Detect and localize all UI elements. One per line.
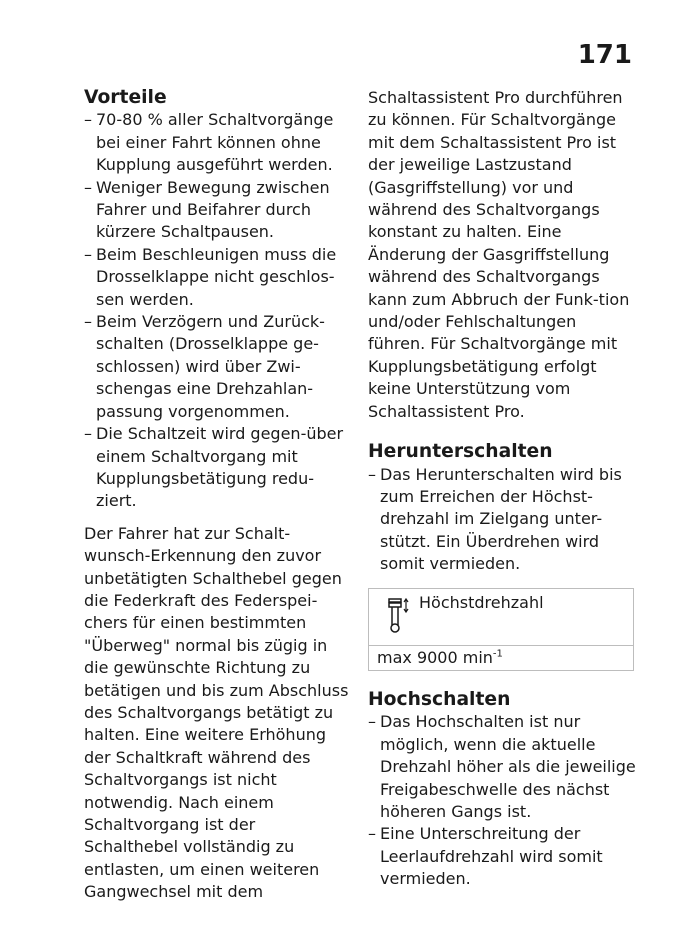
vorteile-heading: Vorteile	[84, 87, 167, 108]
hochschalten-list	[368, 711, 638, 890]
herunterschalten-section	[368, 441, 638, 575]
spec-value	[369, 646, 633, 670]
hochschalten-section	[368, 689, 638, 891]
right-column	[368, 87, 638, 891]
spec-value-number: max 9000 min	[377, 647, 493, 667]
herunterschalten-list	[368, 464, 638, 576]
left-column	[84, 87, 352, 904]
list-item: – Eine Unterschreitung der Leerlaufdrehzahl wird somit vermieden.	[368, 823, 638, 890]
list-item: – Das Herunterschalten wird bis zum Erreichen der Höchst-drehzahl im Zielgang unter-stützt. Ein Überdrehen wird somit vermieden.	[368, 464, 638, 576]
list-item: – Beim Beschleunigen muss die Drosselklappe nicht geschlos-sen werden.	[84, 244, 352, 311]
spec-table	[368, 588, 634, 671]
spec-value-exponent: -1	[492, 648, 503, 660]
list-item: – Die Schaltzeit wird gegen-über einem Schaltvorgang mit Kupplungsbetätigung redu-ziert.	[84, 423, 352, 513]
herunterschalten-heading: Herunterschalten	[368, 441, 553, 463]
page-number: 171	[577, 40, 632, 70]
spec-label: Höchstdrehzahl	[419, 592, 544, 612]
vorteile-list	[84, 109, 352, 512]
body-paragraph-continued: Schaltassistent Pro durchführen zu können. Für Schaltvorgänge mit dem Schaltassistent Pro ist der jeweilige Lastzustand (Gasgriffstellung) vor und während des Schaltvorgangs konstant zu halten. Eine Änderung der Gasgriffstellung während des Schaltvorgangs kann zum Abbruch der Funk-tion und/oder Fehlschaltungen führen. Für Schaltvorgänge mit Kupplungsbetätigung erfolgt keine Unterstützung vom Schaltassistent Pro.	[368, 88, 630, 421]
list-item: – Beim Verzögern und Zurück-schalten (Drosselklappe ge-schlossen) wird über Zwi-schengas eine Drehzahlan-passung vorgenommen.	[84, 311, 352, 423]
hochschalten-heading: Hochschalten	[368, 688, 511, 710]
list-item: – 70-80 % aller Schaltvorgänge bei einer Fahrt können ohne Kupplung ausgeführt werden.	[84, 109, 352, 176]
body-paragraph: Der Fahrer hat zur Schalt-wunsch-Erkennung den zuvor unbetätigten Schalthebel gegen die Federkraft des Federspei-chers für einen bestimmten "Überweg" normal bis zügig in die gewünschte Richtung zu betätigen und bis zum Abschluss des Schaltvorgangs betätigt zu halten. Eine weitere Erhöhung der Schaltkraft während des Schaltvorgangs ist nicht notwendig. Nach einem Schaltvorgang ist der Schalthebel vollständig zu entlasten, um einen weiteren Gangwechsel mit dem	[84, 523, 349, 902]
piston-rpm-icon	[387, 597, 409, 635]
list-item: – Weniger Bewegung zwischen Fahrer und Beifahrer durch kürzere Schaltpausen.	[84, 177, 352, 244]
spec-table-header	[369, 589, 633, 646]
list-item: – Das Hochschalten ist nur möglich, wenn die aktuelle Drehzahl höher als die jeweilige Freigabeschwelle des nächst höheren Gangs ist.	[368, 711, 638, 823]
